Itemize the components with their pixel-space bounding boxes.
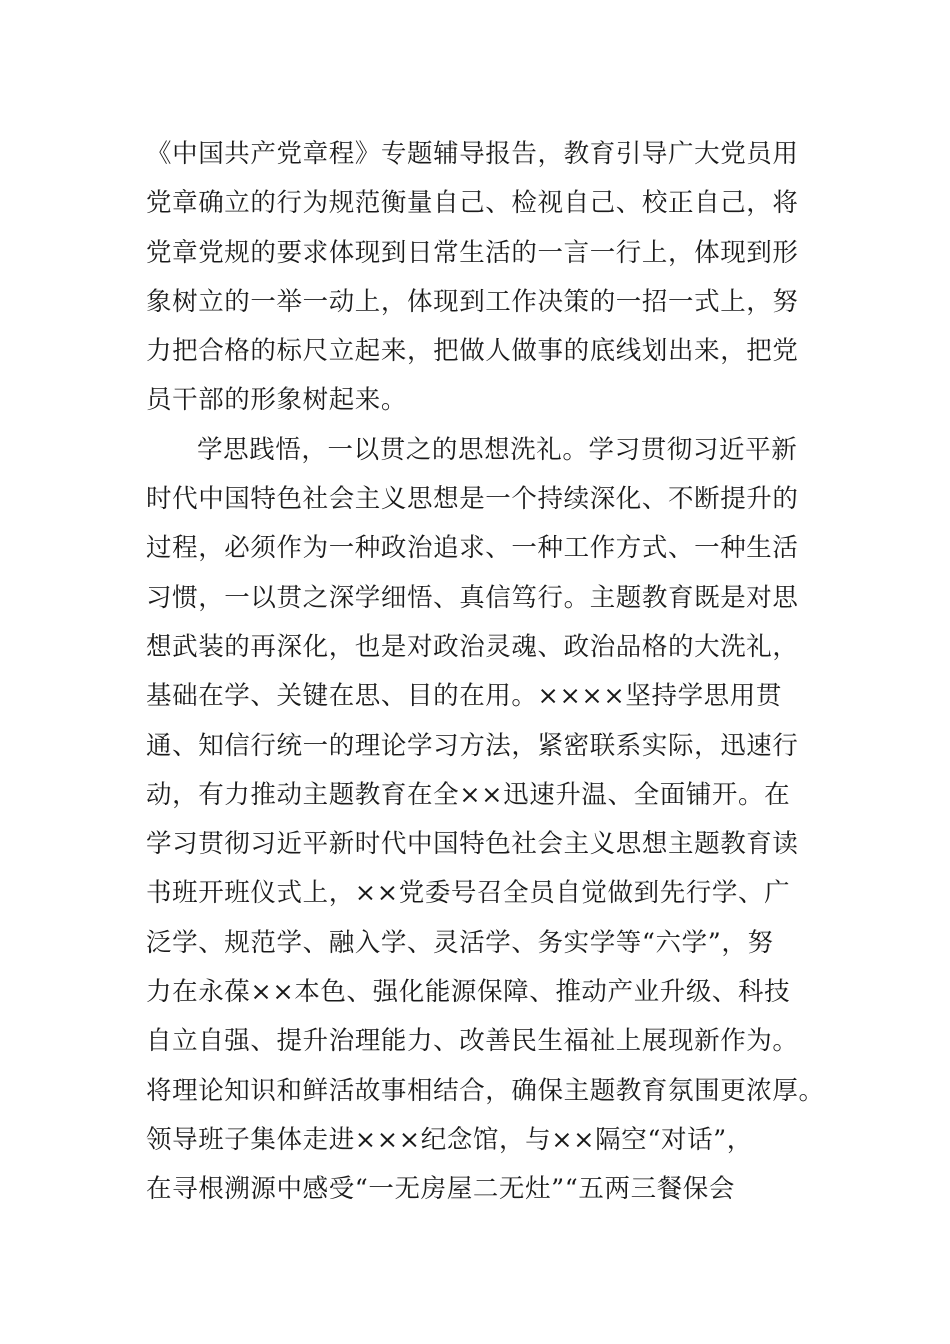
text-line: 在寻根溯源中感受“一无房屋二无灶”“五两三餐保会 bbox=[146, 1174, 736, 1205]
text-line: 党章确立的行为规范衡量自己、检视自己、校正自己，将 bbox=[146, 188, 799, 219]
text-line: 习惯，一以贯之深学细悟、真信笃行。主题教育既是对思 bbox=[146, 582, 799, 613]
text-line: 动，有力推动主题教育在全××迅速升温、全面铺开。在 bbox=[146, 779, 791, 810]
text-line: 将理论知识和鲜活故事相结合，确保主题教育氛围更浓厚。 bbox=[146, 1075, 825, 1106]
text-line: 时代中国特色社会主义思想是一个持续深化、不断提升的 bbox=[146, 484, 799, 515]
text-line: 《中国共产党章程》专题辅导报告，教育引导广大党员用 bbox=[146, 139, 799, 169]
text-line: 力把合格的标尺立起来，把做人做事的底线划出来，把党 bbox=[146, 336, 799, 367]
text-line: 书班开班仪式上，××党委号召全员自觉做到先行学、广 bbox=[146, 878, 791, 909]
text-line: 力在永葆××本色、强化能源保障、推动产业升级、科技 bbox=[146, 977, 791, 1008]
text-line: 泛学、规范学、融入学、灵活学、务实学等“六学”，努 bbox=[146, 927, 774, 958]
text-line: 象树立的一举一动上，体现到工作决策的一招一式上，努 bbox=[146, 286, 799, 317]
text-line: 自立自强、提升治理能力、改善民生福祉上展现新作为。 bbox=[146, 1026, 799, 1057]
text-line: 员干部的形象树起来。 bbox=[146, 385, 408, 416]
text-line: 想武装的再深化，也是对政治灵魂、政治品格的大洗礼， bbox=[146, 631, 799, 662]
text-line: 领导班子集体走进×××纪念馆，与××隔空“对话”， bbox=[146, 1124, 753, 1155]
paragraph-first-line: 学思践悟，一以贯之的思想洗礼。学习贯彻习近平新 bbox=[197, 434, 798, 465]
text-line: 通、知信行统一的理论学习方法，紧密联系实际，迅速行 bbox=[146, 730, 799, 761]
text-line: 过程，必须作为一种政治追求、一种工作方式、一种生活 bbox=[146, 533, 799, 564]
text-line: 学习贯彻习近平新时代中国特色社会主义思想主题教育读 bbox=[146, 829, 799, 860]
body-text bbox=[146, 130, 826, 1215]
text-line: 基础在学、关键在思、目的在用。××××坚持学思用贯 bbox=[146, 681, 782, 712]
text-line: 党章党规的要求体现到日常生活的一言一行上，体现到形 bbox=[146, 237, 799, 268]
